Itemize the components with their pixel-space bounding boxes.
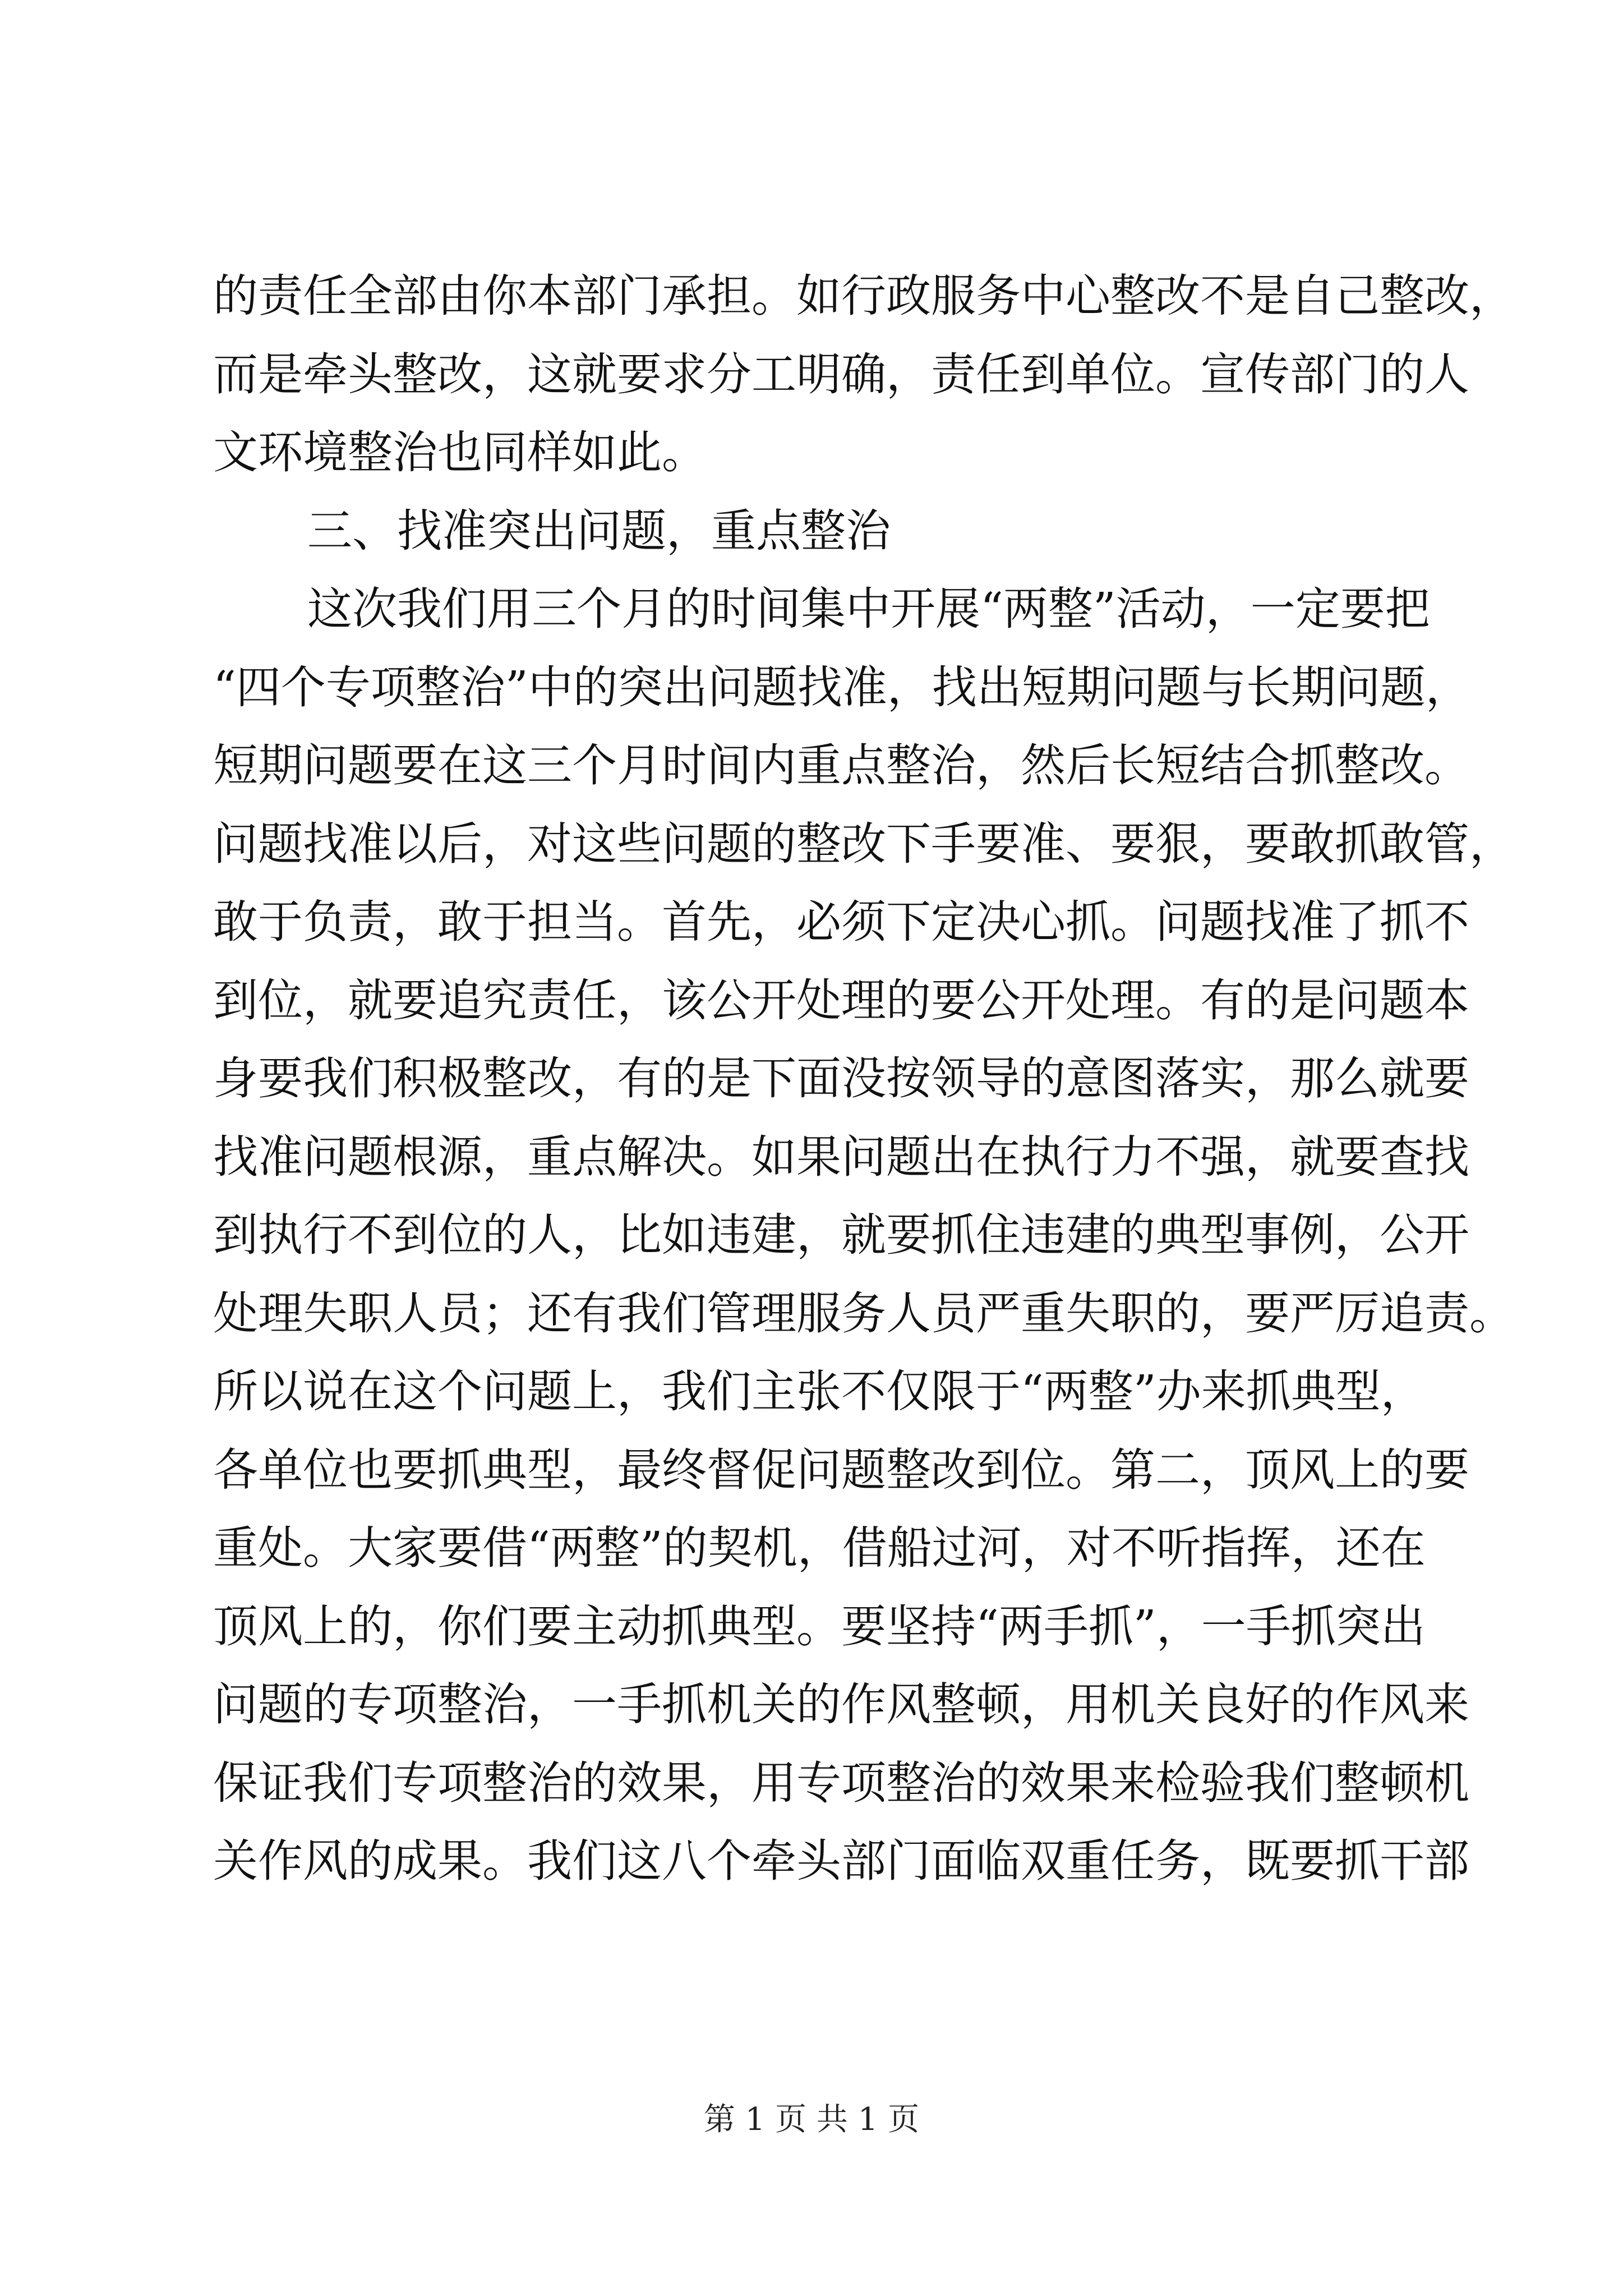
body-text [213, 257, 1514, 1901]
text-line-6: “四个专项整治”中的突出问题找准，找出短期问题与长期问题， [213, 661, 1470, 714]
text-line-12: 找准问题根源，重点解决。如果问题出在执行力不强，就要查找 [213, 1130, 1469, 1183]
text-line-18: 顶风上的，你们要主动抓典型。要坚持“两手抓”，一手抓突出 [213, 1600, 1426, 1653]
text-line-3: 文环境整治也同样如此。 [213, 426, 707, 478]
text-line-21: 关作风的成果。我们这八个牵头部门面临双重任务，既要抓干部 [213, 1835, 1469, 1887]
text-line-17: 重处。大家要借“两整”的契机，借船过河，对不听指挥，还在 [213, 1522, 1426, 1574]
text-line-19: 问题的专项整治，一手抓机关的作风整顿，用机关良好的作风来 [213, 1678, 1469, 1731]
text-line-11: 身要我们积极整改，有的是下面没按领导的意图落实，那么就要 [213, 1052, 1469, 1105]
text-line-13: 到执行不到位的人，比如违建，就要抓住违建的典型事例，公开 [213, 1209, 1469, 1261]
text-line-8: 问题找准以后，对这些问题的整改下手要准、要狠，要敢抓敢管， [213, 817, 1514, 870]
text-line-7: 短期问题要在这三个月时间内重点整治，然后长短结合抓整改。 [213, 739, 1469, 792]
text-line-14: 处理失职人员；还有我们管理服务人员严重失职的，要严厉追责。 [213, 1287, 1514, 1340]
section-heading: 三、找准突出问题，重点整治 [307, 504, 891, 557]
text-line-15: 所以说在这个问题上，我们主张不仅限于“两整”办来抓典型， [213, 1365, 1426, 1418]
text-line-10: 到位，就要追究责任，该公开处理的要公开处理。有的是问题本 [213, 974, 1469, 1027]
page-footer: 第 1 页 共 1 页 [703, 2101, 920, 2138]
text-line-16: 各单位也要抓典型，最终督促问题整改到位。第二，顶风上的要 [213, 1443, 1469, 1496]
text-line-1: 的责任全部由你本部门承担。如行政服务中心整改不是自己整改， [213, 270, 1514, 322]
text-line-20: 保证我们专项整治的效果，用专项整治的效果来检验我们整顿机 [213, 1756, 1469, 1809]
text-line-2: 而是牵头整改，这就要求分工明确，责任到单位。宣传部门的人 [213, 348, 1469, 401]
text-line-9: 敢于负责，敢于担当。首先，必须下定决心抓。问题找准了抓不 [213, 896, 1469, 948]
text-line-5: 这次我们用三个月的时间集中开展“两整”活动，一定要把 [307, 583, 1430, 635]
